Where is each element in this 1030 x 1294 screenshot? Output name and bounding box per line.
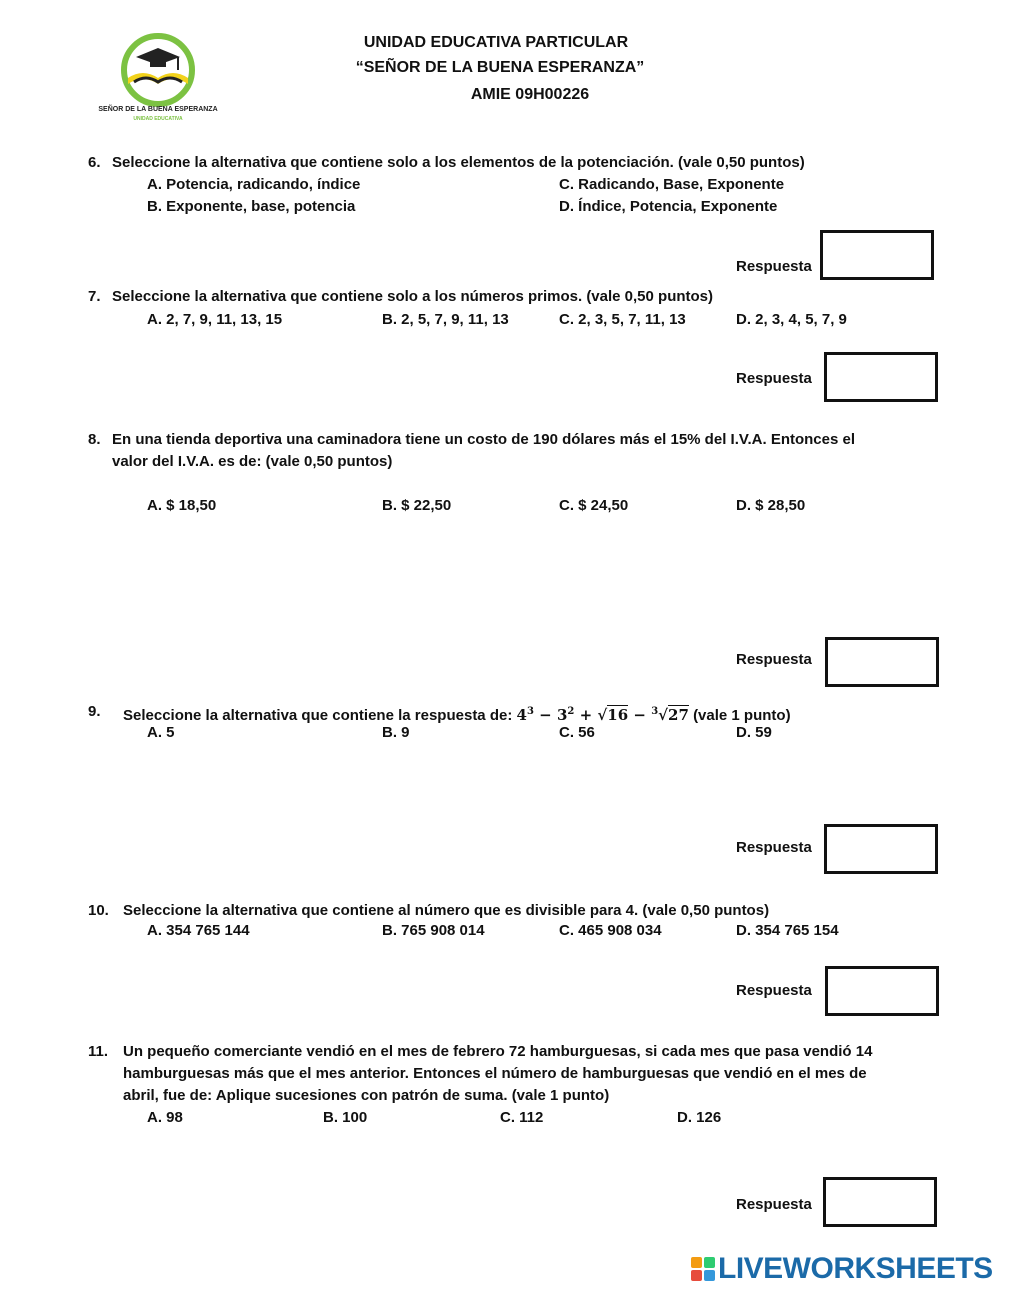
liveworksheets-logo [690, 1252, 993, 1286]
question-text-line2: hamburguesas más que el mes anterior. Entonces el número de hamburguesas que vendió en el mes de [123, 1065, 867, 1082]
question-text: Seleccione la alternativa que contiene solo a los números primos. (vale 0,50 puntos) [112, 288, 714, 305]
option-c[interactable]: C. 465 908 034 [559, 922, 662, 939]
question-text: Seleccione la alternativa que contiene la respuesta de: [123, 707, 513, 724]
option-d[interactable]: D. 126 [677, 1109, 722, 1126]
radicand: 16 [607, 706, 629, 724]
math-operator: − [633, 706, 646, 724]
option-a[interactable]: A. 2, 7, 9, 11, 13, 15 [147, 311, 283, 328]
math-base: 4 [516, 706, 527, 724]
math-operator: + [579, 706, 593, 724]
root-index: 3 [651, 706, 659, 717]
question-text: Seleccione la alternativa que contiene al número que es divisible para 4. (vale 0,50 puntos) [123, 902, 770, 919]
answer-box[interactable] [823, 1177, 937, 1227]
question-number: 9. [88, 703, 101, 720]
option-c[interactable]: C. 2, 3, 5, 7, 11, 13 [559, 311, 686, 328]
question-number: 8. [88, 431, 101, 448]
liveworksheets-icon [690, 1256, 716, 1282]
question-text-line2: valor del I.V.A. es de: (vale 0,50 puntos) [112, 453, 393, 470]
answer-box[interactable] [824, 352, 938, 402]
math-operator: − [539, 706, 552, 724]
option-a[interactable]: A. 354 765 144 [147, 922, 250, 939]
response-label: Respuesta [736, 370, 812, 387]
option-d[interactable]: D. 59 [736, 724, 772, 741]
math-expression [517, 706, 689, 724]
school-name: “SEÑOR DE LA BUENA ESPERANZA” [355, 59, 645, 76]
math-exponent: 2 [567, 706, 575, 717]
option-b[interactable]: B. 2, 5, 7, 9, 11, 13 [382, 311, 509, 328]
option-a[interactable]: A. 98 [147, 1109, 183, 1126]
option-c[interactable]: C. Radicando, Base, Exponente [559, 176, 785, 193]
question-number: 7. [88, 288, 101, 305]
answer-box[interactable] [825, 637, 939, 687]
answer-box[interactable] [820, 230, 934, 280]
option-b[interactable]: B. 100 [323, 1109, 368, 1126]
answer-box[interactable] [824, 824, 938, 874]
question-text-line3: abril, fue de: Aplique sucesiones con patrón de suma. (vale 1 punto) [123, 1087, 610, 1104]
question-text-with-math [123, 701, 791, 727]
question-points: (vale 1 punto) [693, 707, 791, 724]
option-d[interactable]: D. $ 28,50 [736, 497, 806, 514]
question-number: 6. [88, 154, 101, 171]
svg-text:SEÑOR DE LA BUENA ESPERANZA: SEÑOR DE LA BUENA ESPERANZA [98, 106, 218, 113]
question-number: 11. [88, 1043, 109, 1060]
question-text: Seleccione la alternativa que contiene solo a los elementos de la potenciación. (vale 0,50 puntos) [112, 154, 805, 171]
amie-code: AMIE 09H00226 [470, 86, 590, 103]
radicand: 27 [668, 706, 689, 724]
question-text-line1: Un pequeño comerciante vendió en el mes de febrero 72 hamburguesas, si cada mes que pasa vendió 14 [123, 1043, 873, 1060]
response-label: Respuesta [736, 258, 812, 275]
sqrt-symbol: √ [658, 706, 669, 724]
option-b[interactable]: B. 9 [382, 724, 410, 741]
school-type: UNIDAD EDUCATIVA PARTICULAR [363, 34, 629, 51]
response-label: Respuesta [736, 1196, 812, 1213]
option-c[interactable]: C. 112 [500, 1109, 544, 1126]
option-a[interactable]: A. $ 18,50 [147, 497, 217, 514]
math-base: 3 [556, 706, 568, 724]
svg-text:UNIDAD EDUCATIVA: UNIDAD EDUCATIVA [133, 116, 183, 122]
liveworksheets-wordmark: LIVEWORKSHEETS [718, 1252, 993, 1285]
question-number: 10. [88, 902, 109, 919]
sqrt-symbol: √ [597, 706, 608, 724]
option-d[interactable]: D. Índice, Potencia, Exponente [559, 198, 778, 215]
option-c[interactable]: C. $ 24,50 [559, 497, 629, 514]
option-c[interactable]: C. 56 [559, 724, 595, 741]
option-d[interactable]: D. 2, 3, 4, 5, 7, 9 [736, 311, 847, 328]
option-d[interactable]: D. 354 765 154 [736, 922, 839, 939]
option-b[interactable]: B. Exponente, base, potencia [147, 198, 356, 215]
answer-box[interactable] [825, 966, 939, 1016]
option-a[interactable]: A. Potencia, radicando, índice [147, 176, 361, 193]
question-text-line1: En una tienda deportiva una caminadora tiene un costo de 190 dólares más el 15% del I.V.A. Entonces el [112, 431, 856, 448]
response-label: Respuesta [736, 982, 812, 999]
response-label: Respuesta [736, 651, 812, 668]
response-label: Respuesta [736, 839, 812, 856]
option-b[interactable]: B. 765 908 014 [382, 922, 485, 939]
math-exponent: 3 [526, 706, 534, 717]
option-a[interactable]: A. 5 [147, 724, 175, 741]
option-b[interactable]: B. $ 22,50 [382, 497, 452, 514]
